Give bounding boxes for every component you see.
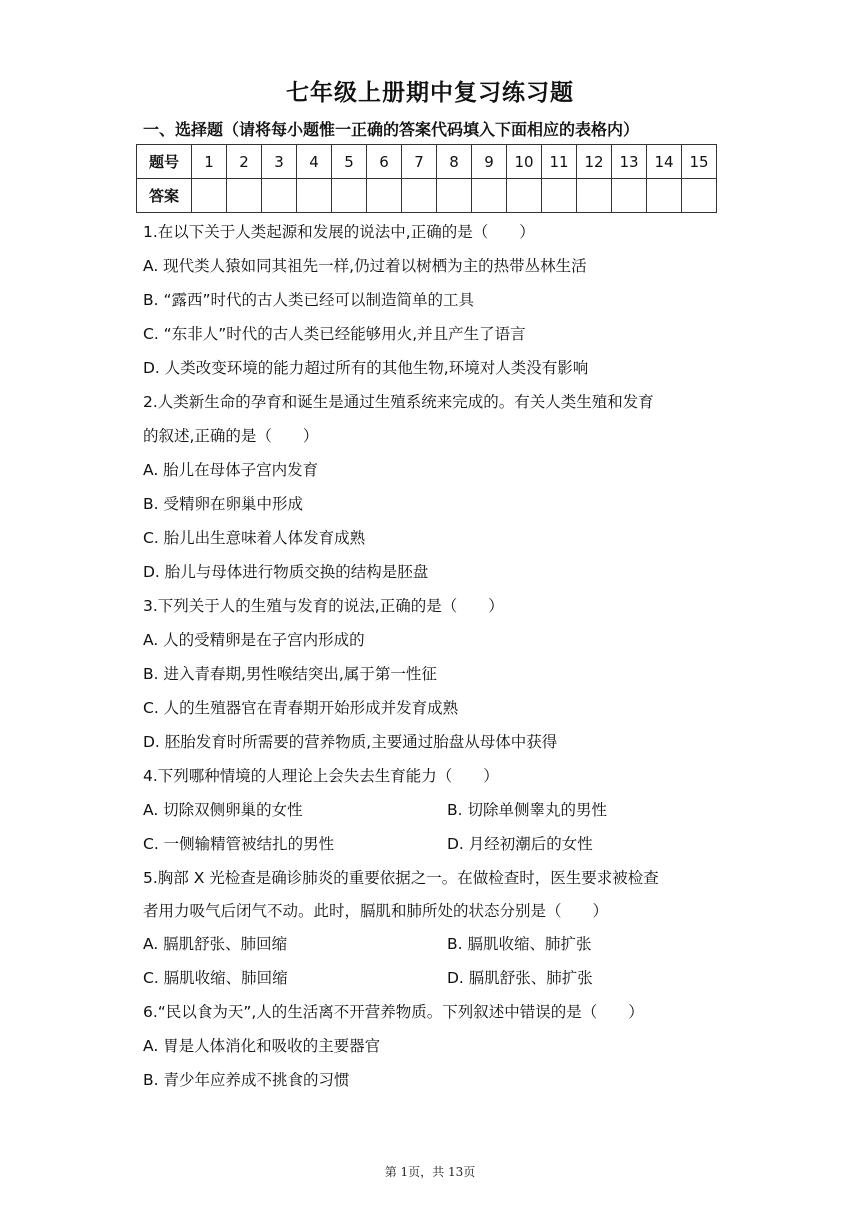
answer-cell-9[interactable] <box>472 179 507 213</box>
question-1-option-b: B. “露西”时代的古人类已经可以制造简单的工具 <box>143 291 475 309</box>
question-1-option-a: A. 现代类人猿如同其祖先一样,仍过着以树栖为主的热带丛林生活 <box>143 257 587 275</box>
answer-cell-3[interactable] <box>262 179 297 213</box>
table-cell-number: 14 <box>647 145 682 179</box>
question-1-stem: 1.在以下关于人类起源和发展的说法中,正确的是（ ） <box>143 223 535 241</box>
question-5-option-c: C. 膈肌收缩、肺回缩 <box>143 969 288 987</box>
question-2-option-d: D. 胎儿与母体进行物质交换的结构是胚盘 <box>143 563 429 581</box>
table-cell-number: 10 <box>507 145 542 179</box>
question-3-option-c: C. 人的生殖器官在青春期开始形成并发育成熟 <box>143 699 459 717</box>
table-cell-number: 4 <box>297 145 332 179</box>
question-3-option-b: B. 进入青春期,男性喉结突出,属于第一性征 <box>143 665 437 683</box>
table-header-answer: 答案 <box>137 179 192 213</box>
answer-table-number-row <box>137 145 717 179</box>
answer-cell-2[interactable] <box>227 179 262 213</box>
answer-cell-10[interactable] <box>507 179 542 213</box>
question-4-option-d: D. 月经初潮后的女性 <box>447 835 593 853</box>
table-cell-number: 3 <box>262 145 297 179</box>
question-2-option-b: B. 受精卵在卵巢中形成 <box>143 495 303 513</box>
question-3-option-d: D. 胚胎发育时所需要的营养物质,主要通过胎盘从母体中获得 <box>143 733 558 751</box>
table-cell-number: 8 <box>437 145 472 179</box>
answer-table-answer-row <box>137 179 717 213</box>
question-5-stem-continued: 者用力吸气后闭气不动。此时，膈肌和肺所处的状态分别是（ ） <box>143 902 609 920</box>
table-cell-number: 5 <box>332 145 367 179</box>
table-cell-number: 2 <box>227 145 262 179</box>
answer-cell-6[interactable] <box>367 179 402 213</box>
answer-cell-7[interactable] <box>402 179 437 213</box>
question-5-option-d: D. 膈肌舒张、肺扩张 <box>447 969 593 987</box>
answer-cell-12[interactable] <box>577 179 612 213</box>
answer-cell-13[interactable] <box>612 179 647 213</box>
question-6-option-a: A. 胃是人体消化和吸收的主要器官 <box>143 1037 381 1055</box>
table-cell-number: 11 <box>542 145 577 179</box>
answer-table <box>136 144 717 213</box>
question-6-option-b: B. 青少年应养成不挑食的习惯 <box>143 1071 350 1089</box>
answer-cell-8[interactable] <box>437 179 472 213</box>
table-cell-number: 15 <box>682 145 717 179</box>
question-4-option-b: B. 切除单侧睾丸的男性 <box>447 801 607 819</box>
question-4-stem: 4.下列哪种情境的人理论上会失去生育能力（ ） <box>143 767 499 785</box>
question-1-option-d: D. 人类改变环境的能力超过所有的其他生物,环境对人类没有影响 <box>143 359 589 377</box>
question-2-option-c: C. 胎儿出生意味着人体发育成熟 <box>143 529 366 547</box>
question-4-option-a: A. 切除双侧卵巢的女性 <box>143 801 303 819</box>
answer-cell-11[interactable] <box>542 179 577 213</box>
page-title: 七年级上册期中复习练习题 <box>286 80 574 106</box>
answer-cell-5[interactable] <box>332 179 367 213</box>
page-footer: 第 1页，共 13页 <box>384 1165 476 1179</box>
question-4-option-c: C. 一侧输精管被结扎的男性 <box>143 835 335 853</box>
table-cell-number: 13 <box>612 145 647 179</box>
question-3-option-a: A. 人的受精卵是在子宫内形成的 <box>143 631 365 649</box>
table-cell-number: 9 <box>472 145 507 179</box>
table-header-number: 题号 <box>137 145 192 179</box>
question-5-stem: 5.胸部 X 光检查是确诊肺炎的重要依据之一。在做检查时，医生要求被检查 <box>143 869 659 887</box>
section-heading: 一、选择题（请将每小题惟一正确的答案代码填入下面相应的表格内） <box>143 120 640 139</box>
question-5-option-a: A. 膈肌舒张、肺回缩 <box>143 935 288 953</box>
answer-cell-4[interactable] <box>297 179 332 213</box>
question-5-option-b: B. 膈肌收缩、肺扩张 <box>447 935 592 953</box>
table-cell-number: 12 <box>577 145 612 179</box>
question-2-stem: 2.人类新生命的孕育和诞生是通过生殖系统来完成的。有关人类生殖和发育 <box>143 393 654 411</box>
answer-cell-15[interactable] <box>682 179 717 213</box>
question-2-stem-continued: 的叙述,正确的是（ ） <box>143 427 319 445</box>
question-6-stem: 6.“民以食为天”,人的生活离不开营养物质。下列叙述中错误的是（ ） <box>143 1003 644 1021</box>
table-cell-number: 7 <box>402 145 437 179</box>
question-3-stem: 3.下列关于人的生殖与发育的说法,正确的是（ ） <box>143 597 504 615</box>
question-2-option-a: A. 胎儿在母体子宫内发育 <box>143 461 319 479</box>
table-cell-number: 1 <box>192 145 227 179</box>
answer-cell-1[interactable] <box>192 179 227 213</box>
table-cell-number: 6 <box>367 145 402 179</box>
answer-cell-14[interactable] <box>647 179 682 213</box>
question-1-option-c: C. “东非人”时代的古人类已经能够用火,并且产生了语言 <box>143 325 526 343</box>
